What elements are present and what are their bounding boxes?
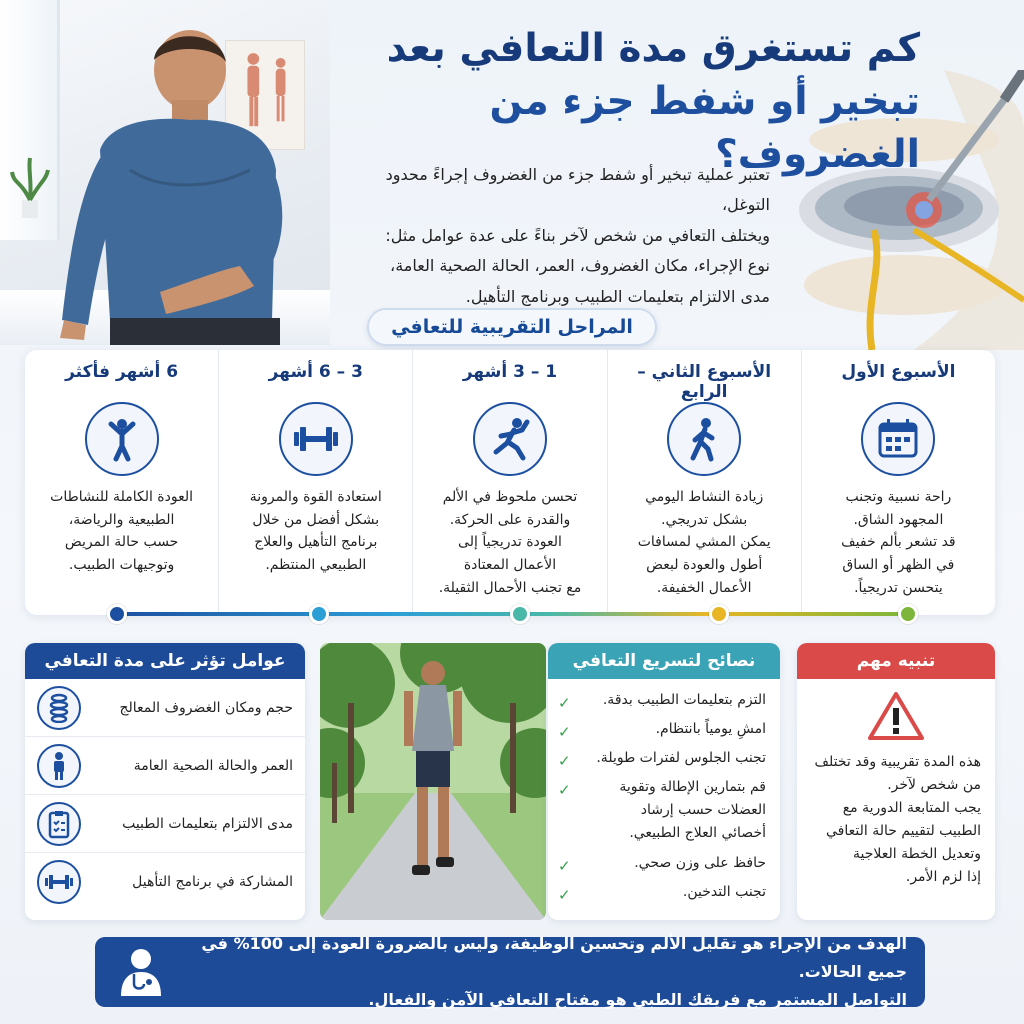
- title-line-1: كم تستغرق مدة التعافي بعد: [386, 26, 920, 71]
- stage-line: الأعمال المعتادة: [463, 557, 557, 574]
- factors-panel: [25, 643, 305, 920]
- stage-6-months-plus: [25, 350, 218, 615]
- tip-text: العضلات حسب إرشاد: [640, 802, 766, 819]
- warning-triangle-icon: [797, 679, 995, 741]
- stage-line: راحة نسبية وتجنب: [845, 489, 952, 505]
- calendar-icon: [861, 402, 935, 476]
- stage-line: والقدرة على الحركة.: [449, 511, 571, 528]
- check-icon: ✓: [558, 752, 571, 771]
- dumbbell-icon: [279, 402, 353, 476]
- tips-list: [548, 679, 780, 904]
- stage-line: العودة الكاملة للنشاطات: [50, 489, 194, 505]
- walking-person-icon: [667, 402, 741, 476]
- tip-text: أخصائي العلاج الطبيعي.: [629, 825, 766, 842]
- warning-line: الطبيب لتقييم حالة التعافي: [826, 823, 981, 840]
- factor-label: العمر والحالة الصحية العامة: [133, 757, 293, 774]
- factor-item: [25, 853, 305, 911]
- doctor-icon: [111, 944, 171, 1000]
- footer-line: الهدف من الإجراء هو تقليل الألم وتحسين الوظيفة، وليس بالضرورة العودة إلى 100% في جميع الحالات.: [201, 934, 907, 981]
- warning-line: وتعديل الخطة العلاجية: [853, 846, 981, 863]
- factor-item: [25, 737, 305, 795]
- stage-months-1-3: [412, 350, 606, 615]
- stage-line: يتحسن تدريجياً.: [854, 579, 943, 596]
- stage-week-1: [801, 350, 995, 615]
- tip-item: [558, 747, 766, 770]
- check-icon: ✓: [558, 694, 571, 712]
- stage-title: 6 أشهر فأكثر: [65, 362, 179, 382]
- stage-line: في الظهر أو الساق: [842, 557, 955, 574]
- timeline-dot: [309, 604, 329, 624]
- timeline-dot: [510, 604, 530, 624]
- tip-item: [558, 852, 766, 875]
- tips-heading: نصائح لتسريع التعافي: [548, 643, 780, 679]
- footer-line: التواصل المستمر مع فريقك الطبي هو مفتاح التعافي الآمن والفعال.: [368, 990, 907, 1009]
- tip-item: [558, 881, 766, 904]
- intro-line: ويختلف التعافي من شخص لآخر بناءً على عدة عوامل مثل:: [385, 225, 770, 245]
- timeline-dot: [898, 604, 918, 624]
- factors-heading: عوامل تؤثر على مدة التعافي: [25, 643, 305, 679]
- warning-line: يجب المتابعة الدورية مع: [842, 800, 981, 817]
- factor-item: [25, 795, 305, 853]
- person-icon: [37, 744, 81, 788]
- factor-label: مدى الالتزام بتعليمات الطبيب: [122, 815, 293, 832]
- check-icon: ✓: [558, 723, 571, 742]
- running-person-icon: [473, 402, 547, 476]
- stage-description: [33, 486, 210, 577]
- stage-line: مع تجنب الأحمال الثقيلة.: [438, 579, 582, 596]
- man-holding-back-image: [40, 20, 300, 345]
- stage-description: [616, 486, 793, 599]
- warning-panel: [797, 643, 995, 920]
- tip-text: حافظ على وزن صحي.: [634, 854, 766, 871]
- tip-text: تجنب الجلوس لفترات طويلة.: [596, 750, 766, 767]
- factor-item: [25, 679, 305, 737]
- stage-line: الطبيعي المنتظم.: [265, 557, 367, 574]
- stage-line: قد تشعر بألم خفيف: [841, 534, 956, 551]
- warning-line: إذا لزم الأمر.: [905, 869, 981, 886]
- hero-photo-back-pain: [0, 0, 330, 345]
- stage-description: [810, 486, 987, 599]
- tip-text: التزم بتعليمات الطبيب بدقة.: [602, 692, 766, 708]
- stage-description: [227, 486, 404, 577]
- check-icon: ✓: [558, 856, 571, 875]
- warning-line: من شخص لآخر.: [887, 777, 981, 794]
- tip-item: [558, 718, 766, 741]
- stage-title: 3 – 6 أشهر: [268, 362, 363, 382]
- stage-line: استعادة القوة والمرونة: [249, 489, 382, 505]
- footer-banner: [95, 934, 925, 1009]
- stage-line: وتوجيهات الطبيب.: [68, 557, 175, 574]
- factor-label: حجم ومكان الغضروف المعالج: [119, 699, 293, 716]
- check-icon: ✓: [558, 781, 571, 800]
- stage-title: الأسبوع الثاني – الرابع: [637, 362, 772, 402]
- stage-line: المجهود الشاق.: [853, 511, 944, 528]
- tip-item: [558, 776, 766, 845]
- stage-line: يمكن المشي لمسافات: [637, 534, 771, 551]
- stage-description: [421, 486, 598, 599]
- clipboard-icon: [37, 802, 81, 846]
- stage-line: الطبيعية والرياضة،: [68, 511, 175, 528]
- intro-line: نوع الإجراء، مكان الغضروف، العمر، الحالة الصحية العامة،: [390, 256, 770, 276]
- stage-line: حسب حالة المريض: [64, 534, 179, 551]
- spine-icon: [37, 686, 81, 730]
- stage-title: الأسبوع الأول: [841, 362, 956, 382]
- recovery-timeline: [25, 604, 995, 624]
- stage-line: زيادة النشاط اليومي: [645, 489, 764, 505]
- warning-text: [797, 741, 995, 890]
- stage-line: العودة تدريجياً إلى: [458, 534, 562, 551]
- timeline-dot: [709, 604, 729, 624]
- warning-line: هذه المدة تقريبية وقد تختلف: [814, 754, 981, 770]
- timeline-dot: [107, 604, 127, 624]
- intro-line: مدى الالتزام بتعليمات الطبيب وبرنامج التأهيل.: [465, 286, 770, 306]
- stage-line: بشكل أفضل من خلال: [252, 511, 380, 528]
- stage-line: برنامج التأهيل والعلاج: [254, 534, 378, 551]
- stage-title: 1 – 3 أشهر: [462, 362, 558, 382]
- title-line-2: تبخير أو شفط جزء من الغضروف؟: [489, 79, 920, 178]
- person-arms-raised-icon: [85, 402, 159, 476]
- intro-line: تعتبر عملية تبخير أو شفط جزء من الغضروف إجراءً محدود التوغل،: [385, 165, 770, 215]
- stage-line: أطول والعودة لبعض: [646, 557, 763, 574]
- man-walking-park-image: [320, 643, 546, 920]
- factor-label: المشاركة في برنامج التأهيل: [132, 874, 293, 890]
- warning-heading: تنبيه مهم: [797, 643, 995, 679]
- stage-weeks-2-4: [607, 350, 801, 615]
- page-title: [300, 22, 920, 181]
- stage-line: تحسن ملحوظ في الألم: [442, 489, 578, 505]
- recovery-stages: [25, 350, 995, 615]
- stages-heading: المراحل التقريبية للتعافي: [367, 308, 657, 346]
- tips-panel: [548, 643, 780, 920]
- dumbbell-icon: [37, 860, 81, 904]
- tip-text: تجنب التدخين.: [682, 883, 766, 900]
- stage-months-3-6: [218, 350, 412, 615]
- intro-paragraph: [340, 160, 770, 312]
- stage-line: بشكل تدريجي.: [661, 511, 748, 528]
- tip-text: قم بتمارين الإطالة وتقوية: [619, 779, 766, 796]
- footer-text: [185, 930, 907, 1014]
- check-icon: ✓: [558, 885, 571, 904]
- tip-item: [558, 689, 766, 712]
- stage-line: الأعمال الخفيفة.: [656, 579, 752, 596]
- tip-text: امشِ يومياً بانتظام.: [655, 721, 766, 738]
